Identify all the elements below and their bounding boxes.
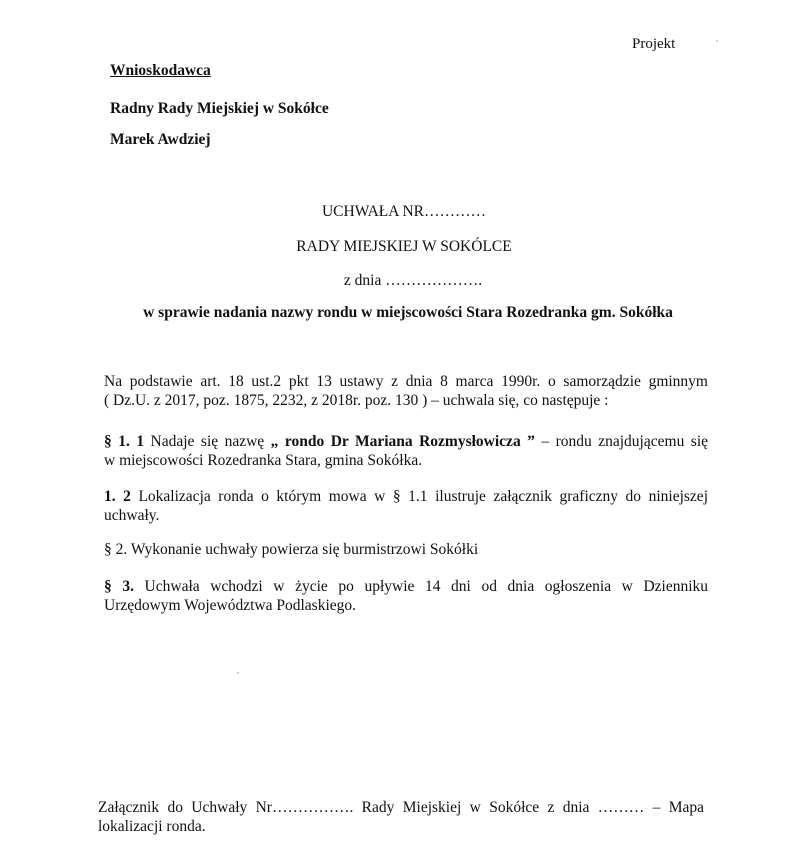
legal-basis-line-2: ( Dz.U. z 2017, poz. 1875, 2232, z 2018r. poz. 130 ) – uchwala się, co następuje : [104, 392, 609, 409]
legal-basis-paragraph [104, 372, 708, 410]
section-1-2-number: 1. 2 [104, 488, 131, 505]
section-3-text: Uchwała wchodzi w życie po upływie 14 dni od dnia ogłoszenia w Dzienniku [133, 578, 709, 595]
applicant-name: Marek Awdziej [110, 131, 211, 148]
section-1-2-paragraph [104, 487, 708, 525]
section-1-number: § 1. 1 [104, 433, 145, 450]
section-1-line-1 [104, 432, 708, 451]
section-2-paragraph [104, 540, 708, 559]
scan-speck [237, 672, 239, 674]
annex-line-2: lokalizacji ronda. [98, 818, 206, 835]
annex-note [98, 798, 704, 836]
roundabout-name: „ rondo Dr Mariana Rozmysłowicza ” [270, 433, 535, 450]
section-1-line-2: w miejscowości Rozedranka Stara, gmina Sokółka. [104, 452, 423, 469]
scan-speck [716, 40, 718, 42]
section-3-paragraph [104, 577, 708, 615]
applicant-role: Radny Rady Miejskiej w Sokółce [110, 100, 329, 117]
draft-label: Projekt [632, 36, 676, 52]
resolution-date: z dnia ………………. [343, 272, 483, 289]
resolution-number: UCHWAŁA NR………… [321, 203, 487, 220]
section-1-text-after: – rondu znajdującemu się [534, 433, 709, 450]
section-1-2-text: Lokalizacja ronda o którym mowa w § 1.1 ilustruje załącznik graficzny do niniejszej [130, 488, 708, 505]
resolution-subject: w sprawie nadania nazwy rondu w miejscowości Stara Rozedranka gm. Sokółka [143, 304, 673, 321]
annex-line-1: Załącznik do Uchwały Nr……………. Rady Miejskiej w Sokółce z dnia ……… – Mapa [98, 799, 704, 816]
applicant-label: Wnioskodawca [110, 62, 211, 79]
section-3-number: § 3. [104, 578, 134, 595]
section-3-line-2: Urzędowym Województwa Podlaskiego. [104, 597, 357, 614]
section-3-line-1 [104, 577, 708, 596]
section-1-text-before: Nadaje się nazwę [144, 433, 271, 450]
section-1-2-line-2: uchwały. [104, 507, 160, 524]
section-2-text: § 2. Wykonanie uchwały powierza się burmistrzowi Sokółki [104, 541, 479, 558]
legal-basis-line-1: Na podstawie art. 18 ust.2 pkt 13 ustawy z dnia 8 marca 1990r. o samorządzie gminnym [104, 373, 708, 390]
council-name: RADY MIEJSKIEJ W SOKÓLCE [296, 238, 512, 255]
section-1-2-line-1 [104, 487, 708, 506]
section-1-paragraph [104, 432, 708, 470]
